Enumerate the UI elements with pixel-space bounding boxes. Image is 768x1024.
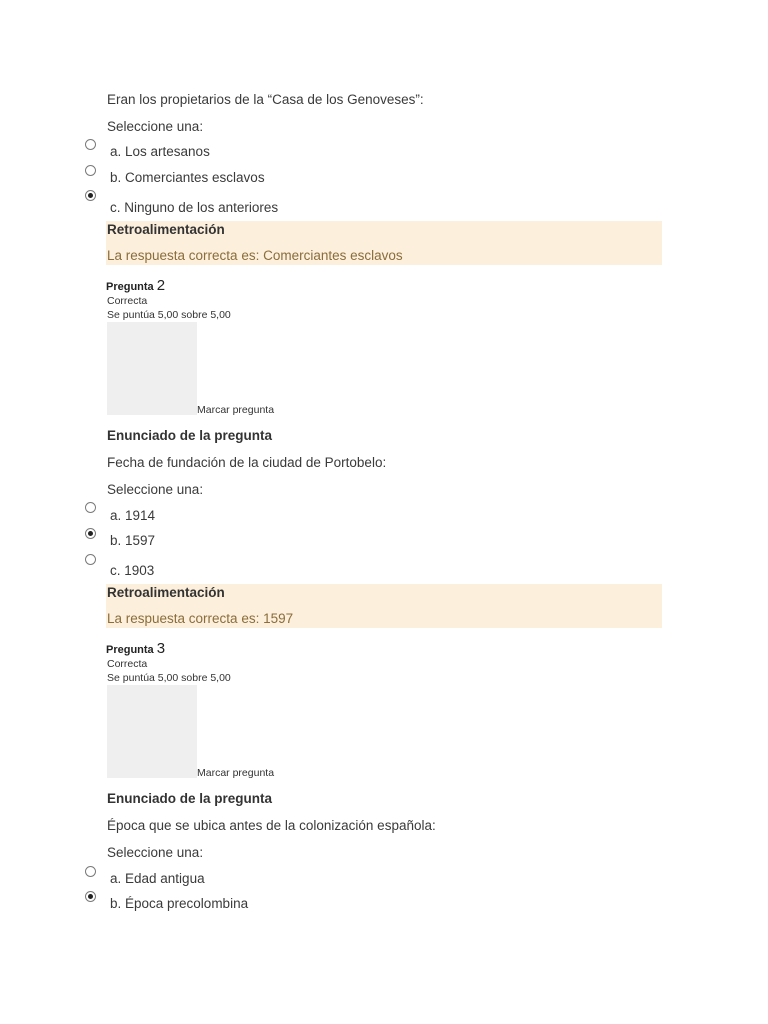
question-3-flag-image[interactable]: [107, 685, 197, 778]
question-2-index: 2: [156, 277, 166, 294]
q3-option-b-label[interactable]: b. Época precolombina: [110, 896, 249, 911]
question-2-text: Fecha de fundación de la ciudad de Portobelo:: [107, 455, 387, 470]
question-3-number: [106, 640, 165, 657]
q2-option-c-radio[interactable]: [85, 554, 96, 565]
question-1-text: Eran los propietarios de la “Casa de los Genoveses”:: [107, 92, 424, 107]
question-2-prompt: Seleccione una:: [107, 482, 204, 497]
question-3-label: Pregunta: [106, 644, 154, 656]
q3-option-a-radio[interactable]: [85, 866, 96, 877]
question-2-label: Pregunta: [106, 281, 154, 293]
question-3-index: 3: [156, 640, 166, 657]
q1-option-b-radio[interactable]: [85, 165, 96, 176]
q3-option-a-label[interactable]: a. Edad antigua: [110, 871, 205, 886]
question-2-heading: Enunciado de la pregunta: [107, 428, 273, 443]
q2-option-c-label[interactable]: c. 1903: [110, 563, 155, 578]
question-3-flag-label[interactable]: Marcar pregunta: [197, 767, 275, 779]
q2-feedback-text: La respuesta correcta es: 1597: [107, 611, 294, 626]
q1-option-c-radio[interactable]: [85, 190, 96, 201]
q2-option-a-radio[interactable]: [85, 502, 96, 513]
question-2-flag-image[interactable]: [107, 322, 197, 415]
question-3-prompt: Seleccione una:: [107, 845, 204, 860]
question-3-status: Correcta: [107, 658, 148, 670]
question-2-status: Correcta: [107, 295, 148, 307]
question-3-score: Se puntúa 5,00 sobre 5,00: [107, 672, 231, 684]
question-1-prompt: Seleccione una:: [107, 119, 204, 134]
q1-option-c-label[interactable]: c. Ninguno de los anteriores: [110, 200, 279, 215]
q1-feedback-text: La respuesta correcta es: Comerciantes esclavos: [107, 248, 403, 263]
question-3-text: Época que se ubica antes de la colonización española:: [107, 818, 436, 833]
q2-option-b-radio[interactable]: [85, 528, 96, 539]
question-3-heading: Enunciado de la pregunta: [107, 791, 273, 806]
q1-option-b-label[interactable]: b. Comerciantes esclavos: [110, 170, 265, 185]
question-2-flag-label[interactable]: Marcar pregunta: [197, 404, 275, 416]
q1-option-a-radio[interactable]: [85, 139, 96, 150]
q2-feedback-box: [106, 584, 662, 628]
q2-option-a-label[interactable]: a. 1914: [110, 508, 156, 523]
q2-feedback-title: Retroalimentación: [107, 585, 225, 600]
question-2-score: Se puntúa 5,00 sobre 5,00: [107, 309, 231, 321]
question-2-number: [106, 277, 165, 294]
q1-feedback-title: Retroalimentación: [107, 222, 225, 237]
q3-option-b-radio[interactable]: [85, 891, 96, 902]
q1-option-a-label[interactable]: a. Los artesanos: [110, 144, 210, 159]
q1-feedback-box: [106, 221, 662, 265]
q2-option-b-label[interactable]: b. 1597: [110, 533, 156, 548]
